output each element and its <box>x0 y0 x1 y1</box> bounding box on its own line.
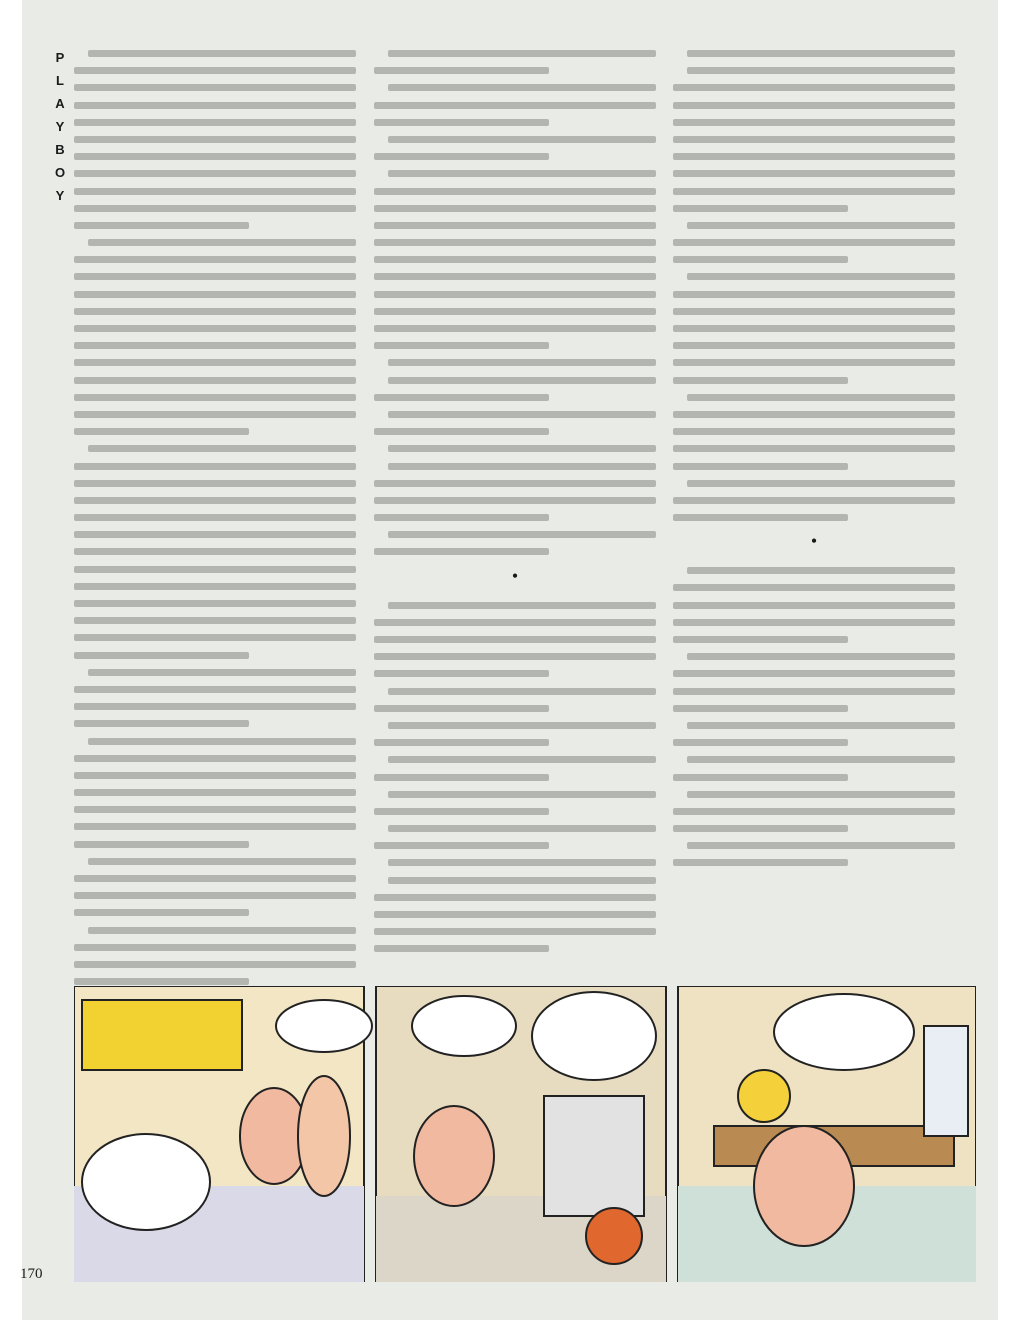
text-line-placeholder <box>74 755 356 762</box>
text-line-placeholder <box>374 705 549 712</box>
text-line-placeholder <box>74 600 356 607</box>
text-line-placeholder <box>74 153 356 160</box>
speech-balloon <box>774 994 914 1070</box>
text-line-placeholder <box>74 205 356 212</box>
text-line-placeholder <box>74 480 356 487</box>
text-line-placeholder <box>74 548 356 555</box>
text-line-placeholder <box>88 239 356 246</box>
text-line-placeholder <box>374 188 656 195</box>
text-line-placeholder <box>74 256 356 263</box>
text-line-placeholder <box>673 705 848 712</box>
text-line-placeholder <box>374 222 656 229</box>
text-line-placeholder <box>74 67 356 74</box>
text-line-placeholder <box>388 722 656 729</box>
text-line-placeholder <box>388 136 656 143</box>
article-column-3 <box>673 50 955 877</box>
text-line-placeholder <box>687 756 955 763</box>
text-line-placeholder <box>388 531 656 538</box>
text-line-placeholder <box>388 791 656 798</box>
text-line-placeholder <box>74 841 249 848</box>
text-line-placeholder <box>673 428 955 435</box>
text-line-placeholder <box>687 394 955 401</box>
text-line-placeholder <box>687 567 955 574</box>
figure-shape <box>738 1070 790 1122</box>
text-line-placeholder <box>74 978 249 985</box>
text-line-placeholder <box>74 222 249 229</box>
masthead-letter: B <box>55 142 65 157</box>
text-line-placeholder <box>74 377 356 384</box>
text-line-placeholder <box>673 325 955 332</box>
text-line-placeholder <box>388 84 656 91</box>
comic-panel-2 <box>376 986 666 1282</box>
text-line-placeholder <box>74 84 356 91</box>
text-line-placeholder <box>74 961 356 968</box>
text-line-placeholder <box>388 602 656 609</box>
text-line-placeholder <box>374 928 656 935</box>
text-line-placeholder <box>374 239 656 246</box>
text-line-placeholder <box>687 67 955 74</box>
figure-shape <box>586 1208 642 1264</box>
text-line-placeholder <box>88 858 356 865</box>
text-line-placeholder <box>388 859 656 866</box>
text-line-placeholder <box>74 583 356 590</box>
text-line-placeholder <box>673 445 955 452</box>
text-line-placeholder <box>74 909 249 916</box>
text-line-placeholder <box>673 119 955 126</box>
text-line-placeholder <box>374 153 549 160</box>
text-line-placeholder <box>374 291 656 298</box>
text-line-placeholder <box>74 102 356 109</box>
text-line-placeholder <box>673 497 955 504</box>
text-line-placeholder <box>74 772 356 779</box>
text-line-placeholder <box>374 619 656 626</box>
text-line-placeholder <box>374 67 549 74</box>
text-line-placeholder <box>88 738 356 745</box>
text-line-placeholder <box>673 688 955 695</box>
comic-panel-1 <box>74 986 372 1282</box>
text-line-placeholder <box>74 359 356 366</box>
speech-balloon <box>532 992 656 1080</box>
text-line-placeholder <box>74 497 356 504</box>
text-line-placeholder <box>74 342 356 349</box>
magazine-page <box>22 0 998 1320</box>
text-line-placeholder <box>374 808 549 815</box>
text-line-placeholder <box>673 584 955 591</box>
text-line-placeholder <box>74 892 356 899</box>
text-line-placeholder <box>374 394 549 401</box>
stove-shape <box>544 1096 644 1216</box>
text-line-placeholder <box>673 153 955 160</box>
figure-shape <box>414 1106 494 1206</box>
text-line-placeholder <box>673 859 848 866</box>
text-line-placeholder <box>74 273 356 280</box>
text-line-placeholder <box>673 670 955 677</box>
text-line-placeholder <box>388 463 656 470</box>
text-line-placeholder <box>687 222 955 229</box>
text-line-placeholder <box>74 428 249 435</box>
text-line-placeholder <box>74 463 356 470</box>
text-line-placeholder <box>74 789 356 796</box>
text-line-placeholder <box>374 480 656 487</box>
text-line-placeholder <box>374 548 549 555</box>
text-line-placeholder <box>388 377 656 384</box>
text-line-placeholder <box>74 806 356 813</box>
masthead-letter: Y <box>55 119 65 134</box>
text-line-placeholder <box>374 102 656 109</box>
text-line-placeholder <box>88 445 356 452</box>
text-line-placeholder <box>374 497 656 504</box>
text-line-placeholder <box>673 825 848 832</box>
text-line-placeholder <box>74 823 356 830</box>
text-line-placeholder <box>687 842 955 849</box>
text-line-placeholder <box>673 739 848 746</box>
text-line-placeholder <box>88 50 356 57</box>
text-line-placeholder <box>374 428 549 435</box>
text-line-placeholder <box>687 722 955 729</box>
text-line-placeholder <box>74 531 356 538</box>
text-line-placeholder <box>74 291 356 298</box>
text-line-placeholder <box>388 445 656 452</box>
masthead-vertical <box>50 46 70 207</box>
figure-shape <box>298 1076 350 1196</box>
text-line-placeholder <box>374 273 656 280</box>
text-line-placeholder <box>673 377 848 384</box>
text-line-placeholder <box>374 514 549 521</box>
text-line-placeholder <box>673 411 955 418</box>
text-line-placeholder <box>374 653 656 660</box>
text-line-placeholder <box>388 359 656 366</box>
text-line-placeholder <box>74 875 356 882</box>
text-line-placeholder <box>74 170 356 177</box>
comic-title-block <box>82 1000 242 1070</box>
text-line-placeholder <box>88 669 356 676</box>
text-line-placeholder <box>374 119 549 126</box>
text-line-placeholder <box>74 944 356 951</box>
text-line-placeholder <box>388 756 656 763</box>
text-line-placeholder <box>673 102 955 109</box>
text-line-placeholder <box>673 291 955 298</box>
text-line-placeholder <box>388 170 656 177</box>
figure-shape <box>754 1126 854 1246</box>
text-line-placeholder <box>74 188 356 195</box>
text-line-placeholder <box>74 308 356 315</box>
text-line-placeholder <box>74 720 249 727</box>
section-divider: • <box>511 565 519 586</box>
text-line-placeholder <box>74 119 356 126</box>
text-line-placeholder <box>374 205 656 212</box>
text-line-placeholder <box>74 686 356 693</box>
page-number: 170 <box>20 1266 43 1282</box>
speech-balloon <box>82 1134 210 1230</box>
text-line-placeholder <box>374 636 656 643</box>
text-line-placeholder <box>673 514 848 521</box>
text-line-placeholder <box>673 170 955 177</box>
masthead-letter: O <box>54 165 66 180</box>
text-line-placeholder <box>673 256 848 263</box>
masthead-letter: Y <box>55 188 65 203</box>
text-line-placeholder <box>74 634 356 641</box>
speech-balloon <box>276 1000 372 1052</box>
section-divider: • <box>810 531 818 552</box>
text-line-placeholder <box>374 894 656 901</box>
text-line-placeholder <box>687 480 955 487</box>
text-line-placeholder <box>673 636 848 643</box>
masthead-letter: L <box>56 73 64 88</box>
text-line-placeholder <box>687 50 955 57</box>
text-line-placeholder <box>74 566 356 573</box>
text-line-placeholder <box>74 411 356 418</box>
text-line-placeholder <box>673 359 955 366</box>
text-line-placeholder <box>74 394 356 401</box>
text-line-placeholder <box>374 911 656 918</box>
text-line-placeholder <box>374 739 549 746</box>
text-line-placeholder <box>673 774 848 781</box>
text-line-placeholder <box>673 188 955 195</box>
text-line-placeholder <box>74 514 356 521</box>
text-line-placeholder <box>687 273 955 280</box>
text-line-placeholder <box>374 945 549 952</box>
text-line-placeholder <box>388 877 656 884</box>
text-line-placeholder <box>74 325 356 332</box>
article-column-2 <box>374 50 656 963</box>
speech-balloon <box>412 996 516 1056</box>
text-line-placeholder <box>673 619 955 626</box>
text-line-placeholder <box>74 703 356 710</box>
text-line-placeholder <box>74 652 249 659</box>
text-line-placeholder <box>673 136 955 143</box>
text-line-placeholder <box>374 308 656 315</box>
text-line-placeholder <box>673 205 848 212</box>
text-line-placeholder <box>374 342 549 349</box>
comic-panel-3 <box>678 986 976 1282</box>
text-line-placeholder <box>74 136 356 143</box>
text-line-placeholder <box>673 808 955 815</box>
text-line-placeholder <box>74 617 356 624</box>
text-line-placeholder <box>687 791 955 798</box>
text-line-placeholder <box>388 50 656 57</box>
text-line-placeholder <box>673 602 955 609</box>
text-line-placeholder <box>88 927 356 934</box>
text-line-placeholder <box>374 256 656 263</box>
text-line-placeholder <box>673 239 955 246</box>
text-line-placeholder <box>673 463 848 470</box>
text-line-placeholder <box>673 84 955 91</box>
text-line-placeholder <box>374 670 549 677</box>
text-line-placeholder <box>374 325 656 332</box>
text-line-placeholder <box>388 411 656 418</box>
text-line-placeholder <box>374 842 549 849</box>
text-line-placeholder <box>388 825 656 832</box>
masthead-letter: A <box>55 96 65 111</box>
fridge-shape <box>924 1026 968 1136</box>
text-line-placeholder <box>374 774 549 781</box>
masthead-letter: P <box>55 50 65 65</box>
text-line-placeholder <box>388 688 656 695</box>
text-line-placeholder <box>673 308 955 315</box>
text-line-placeholder <box>673 342 955 349</box>
text-line-placeholder <box>687 653 955 660</box>
comic-strip <box>74 986 976 1282</box>
